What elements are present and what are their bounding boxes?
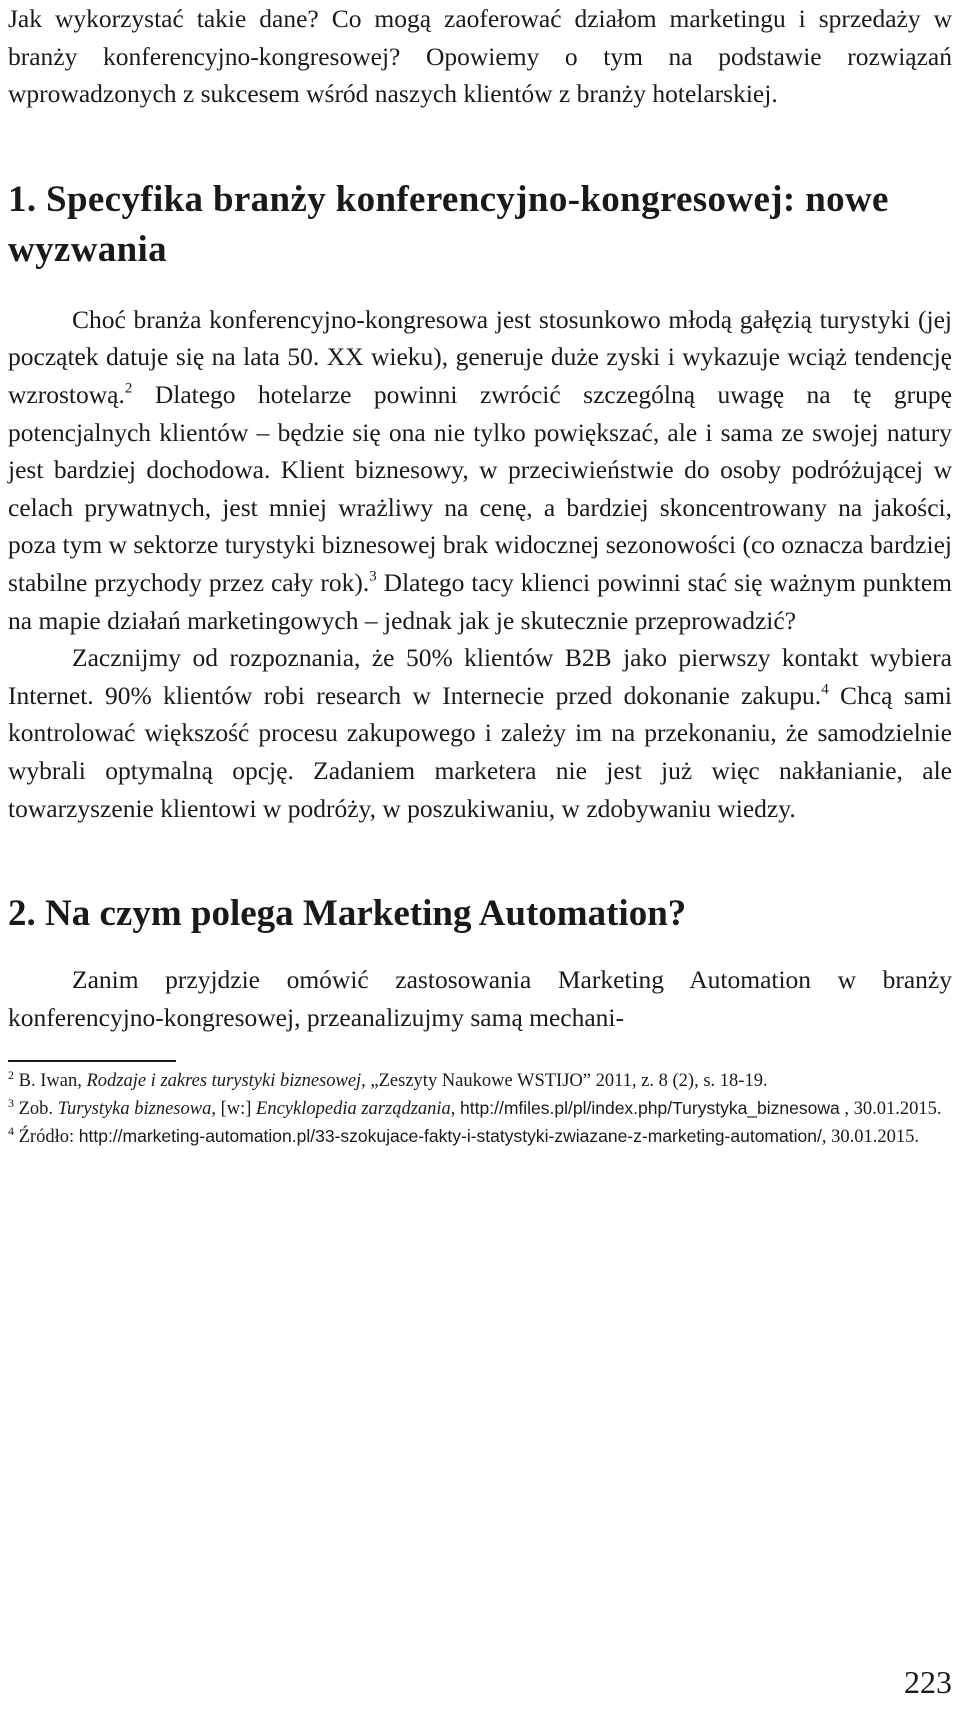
- section-2-paragraph-1: Zanim przyjdzie omówić zastosowania Marketing Automation w branży konferencyjno-kongresowej, przeanalizujmy samą mechani-: [8, 965, 952, 1032]
- footnote-number: 4: [8, 1123, 14, 1138]
- footnote-title: Encyklopedia zarządzania: [256, 1098, 451, 1119]
- footnote-divider: [8, 1060, 176, 1062]
- footnote-link[interactable]: http://marketing-automation.pl/33-szokujace-fakty-i-statystyki-zwiazane-z-marketing-automation/: [78, 1125, 822, 1146]
- section-1-paragraph-2: [8, 639, 952, 827]
- section-1-paragraph-1: [8, 301, 952, 639]
- footnote-link[interactable]: http://mfiles.pl/pl/index.php/Turystyka_biznesowa: [460, 1097, 840, 1118]
- footnote-text: Źródło:: [14, 1126, 79, 1147]
- page-content: [8, 0, 952, 1151]
- footnote-3: [8, 1095, 952, 1123]
- section-1-heading: 1. Specyfika branży konferencyjno-kongresowej: nowe wyzwania: [8, 178, 889, 270]
- text-segment: Choć branża konferencyjno-kongresowa jest stosunkowo młodą gałęzią turystyki (jej początek datuje się na lata 50. XX wieku), generuje duże zyski i wykazuje wciąż tendencję wzrostową.: [8, 304, 952, 409]
- text-segment: Dlatego tacy klienci powinni stać się ważnym punktem na mapie działań marketingowych – jednak jak je skutecznie przeprowadzić?: [8, 567, 953, 635]
- footnote-text: ,: [450, 1098, 461, 1119]
- section-2-heading: 2. Na czym polega Marketing Automation?: [8, 893, 687, 935]
- footnote-4: [8, 1123, 952, 1151]
- footnote-ref-4[interactable]: 4: [821, 681, 829, 698]
- footnote-text: , 30.01.2015.: [821, 1126, 919, 1147]
- footnote-text: , 30.01.2015.: [839, 1098, 942, 1119]
- footnote-text: , „Zeszyty Naukowe WSTIJO” 2011, z. 8 (2), s. 18-19.: [361, 1070, 768, 1091]
- intro-paragraph: Jak wykorzystać takie dane? Co mogą zaoferować działom marketingu i sprzedaży w branży konferencyjno-kongresowej? Opowiemy o tym na podstawie rozwiązań wprowadzonych z sukcesem wśród naszych klientów z branży hotelarskiej.: [8, 4, 952, 109]
- text-segment: Dlatego hotelarze powinni zwrócić szczególną uwagę na tę grupę potencjalnych klientów – będzie się ona nie tylko powiększać, ale i sama ze swojej natury jest bardziej dochodowa. Klient biznesowy, w przeciwieństwie do osoby podróżującej w celach prywatnych, jest mniej wrażliwy na cenę, a bardziej skoncentrowany na jakości, poza tym w sektorze turystyki biznesowej brak widocznej sezonowości (co oznacza bardziej stabilne przychody przez cały rok).: [8, 379, 952, 597]
- text-segment: Chcą sami kontrolować większość procesu zakupowego i zależy im na przekonaniu, że samodzielnie wybrali optymalną opcję. Zadaniem marketera nie jest już więc nakłanianie, ale towarzyszenie klientowi w podróży, w poszukiwaniu, w zdobywaniu wiedzy.: [8, 680, 952, 823]
- footnote-ref-3[interactable]: 3: [369, 568, 377, 585]
- footnote-number: 2: [8, 1067, 14, 1082]
- footnote-title: Rodzaje i zakres turystyki biznesowej: [86, 1070, 362, 1091]
- footnote-title: Turystyka biznesowa: [57, 1098, 212, 1119]
- text-segment: Zacznijmy od rozpoznania, że 50% klientów B2B jako pierwszy kontakt wybiera Internet. 90% klientów robi research w Internecie przed dokonanie zakupu.: [8, 643, 952, 710]
- footnote-text: B. Iwan,: [14, 1070, 87, 1091]
- footnote-2: [8, 1068, 952, 1095]
- footnote-number: 3: [8, 1095, 14, 1110]
- footnote-text: , [w:]: [211, 1098, 257, 1119]
- footnote-text: Zob.: [14, 1098, 58, 1119]
- page-number: 223: [904, 1664, 952, 1700]
- footnote-ref-2[interactable]: 2: [124, 380, 133, 397]
